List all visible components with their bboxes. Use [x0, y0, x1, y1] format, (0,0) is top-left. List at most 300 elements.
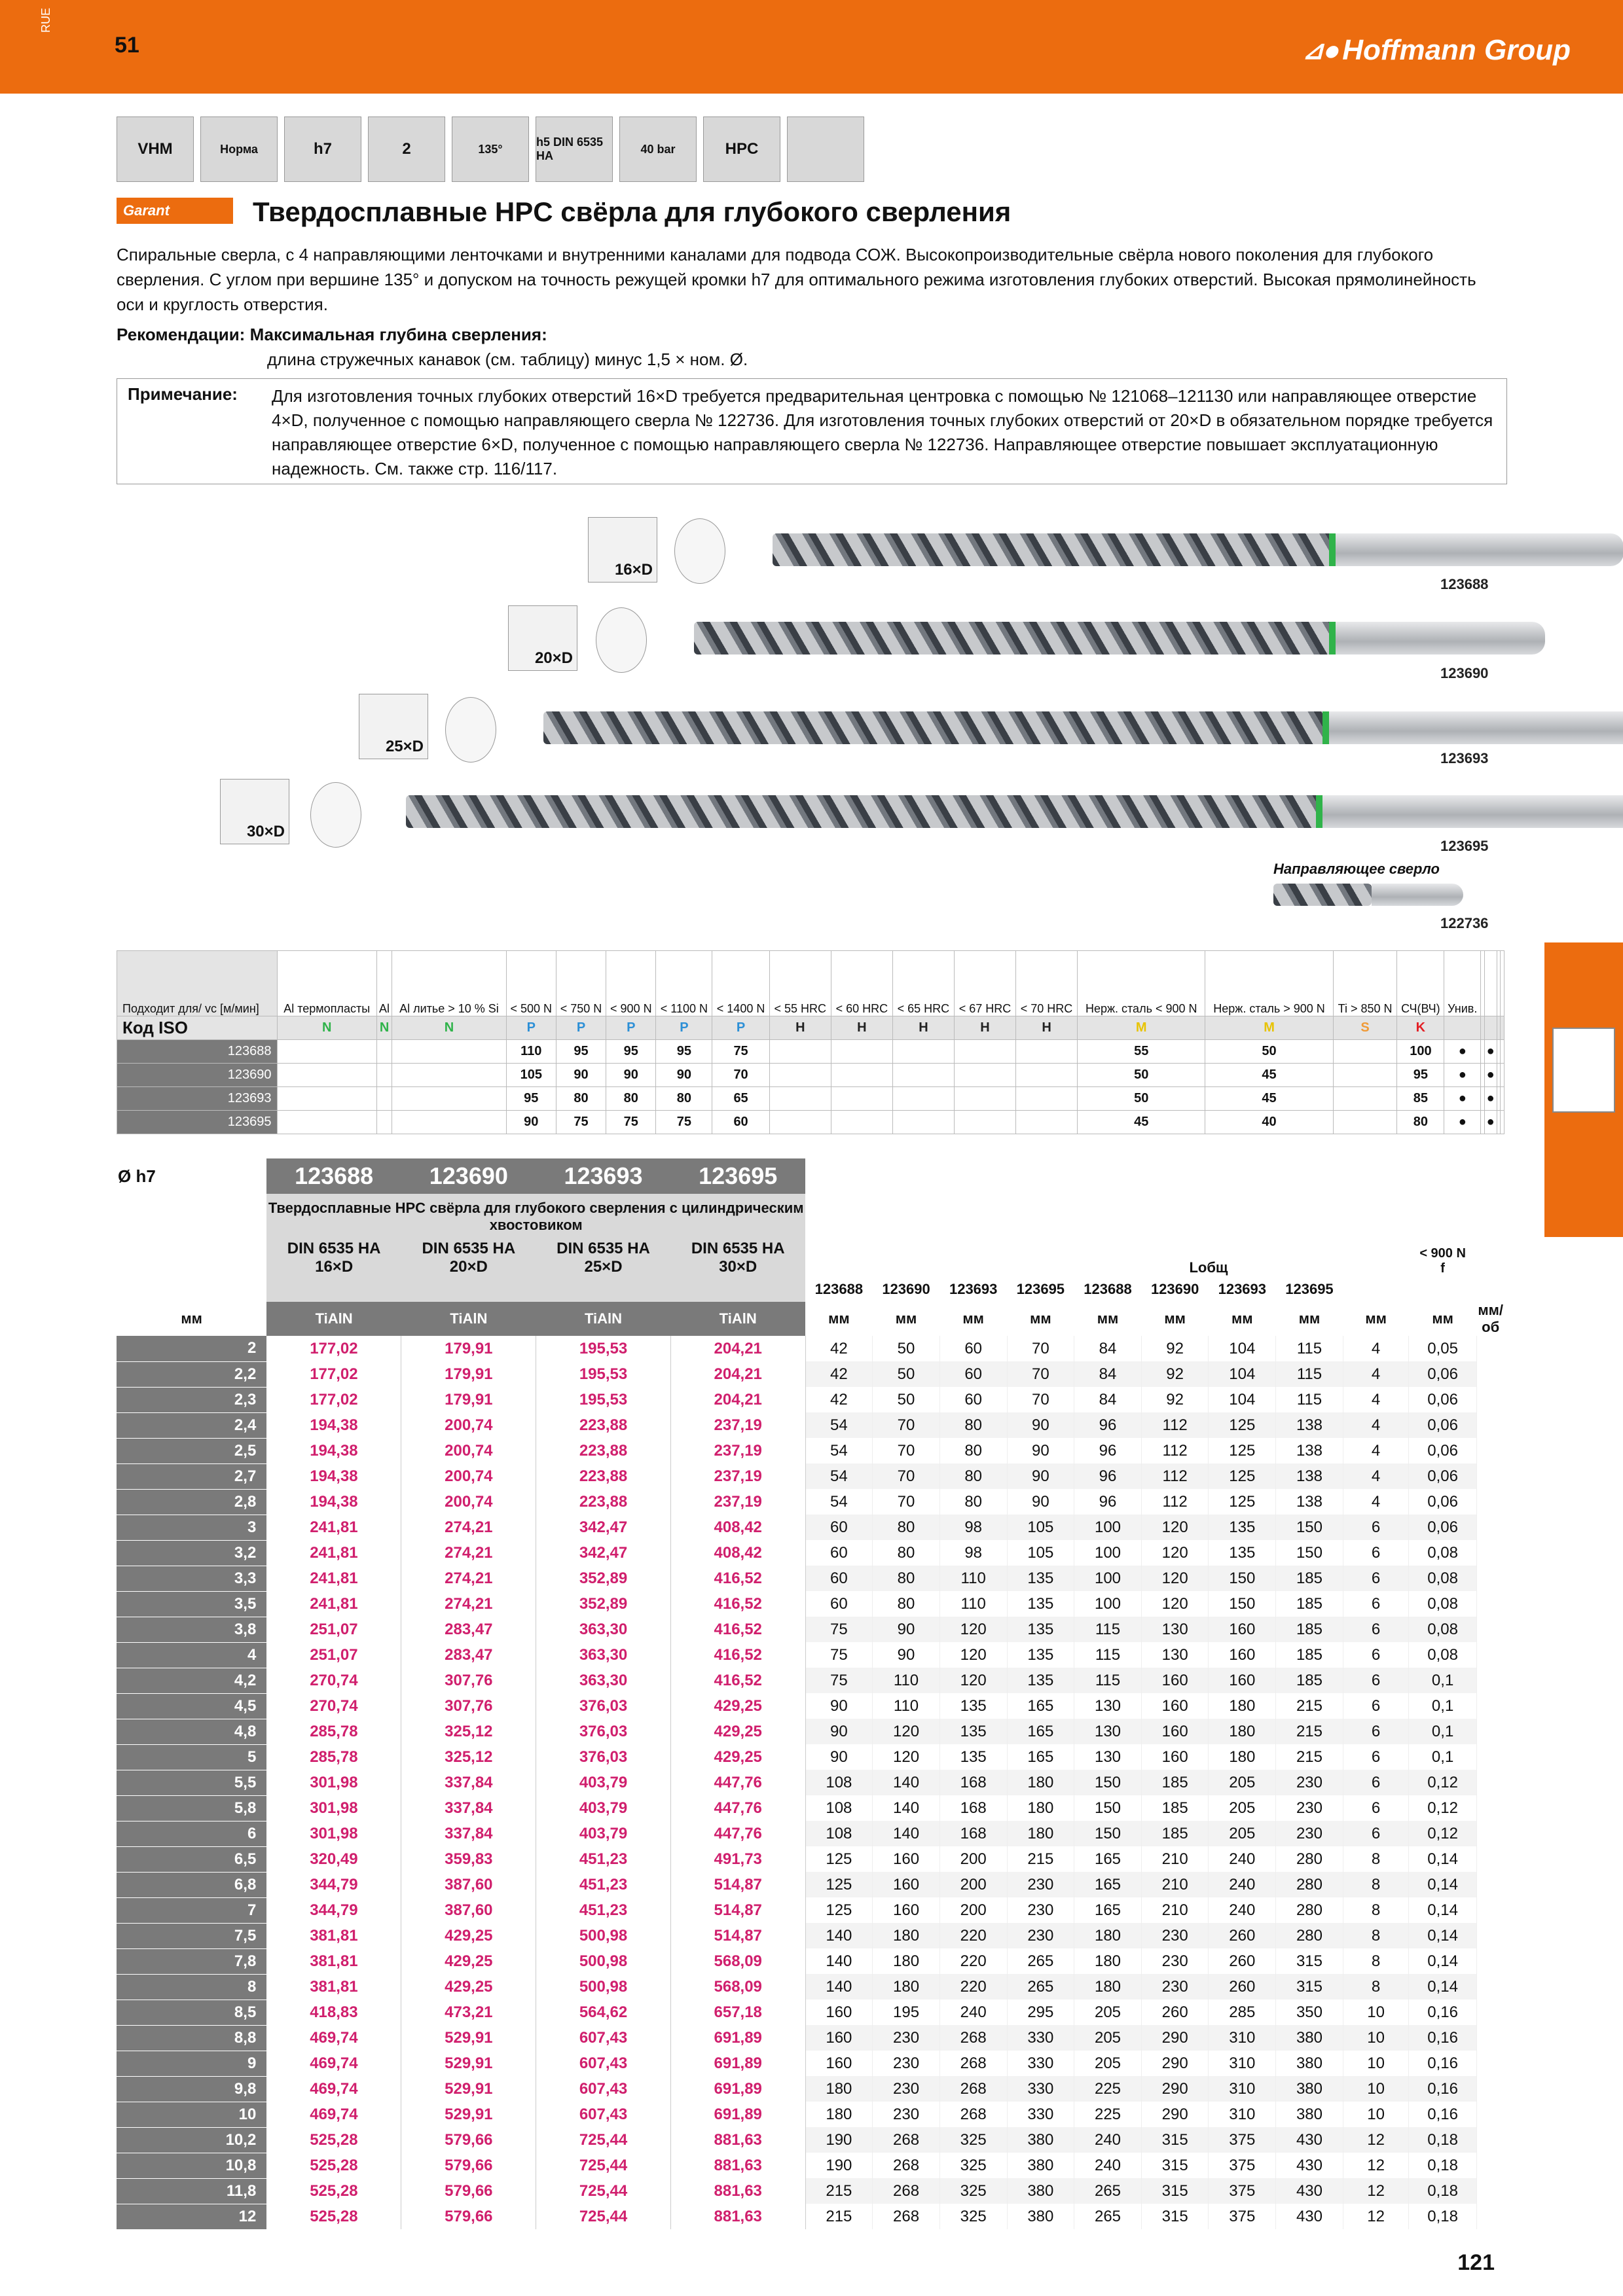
dimension-cell: 135 [1007, 1617, 1074, 1642]
dimension-cell: 104 [1209, 1361, 1276, 1387]
dimension-cell: 180 [1007, 1795, 1074, 1821]
price-cell: 429,25 [670, 1744, 805, 1770]
price-cell: 307,76 [401, 1668, 536, 1693]
diameter-cell: 2,2 [117, 1361, 266, 1387]
dimension-cell: 325 [939, 2153, 1007, 2178]
cutting-speed [392, 1111, 506, 1134]
dimension-cell: 205 [1209, 1821, 1276, 1846]
iso-code [1444, 1016, 1481, 1040]
table-row [117, 1515, 1504, 1540]
iso-label: Код ISO [117, 1016, 278, 1040]
dimension-cell: 120 [1141, 1591, 1209, 1617]
dimension-cell: 8 [1343, 1872, 1409, 1897]
guide-drill-label: Направляющее сверло [1273, 861, 1440, 877]
dimension-cell: 210 [1141, 1872, 1209, 1897]
price-cell: 568,09 [670, 1974, 805, 2000]
price-cell: 469,74 [266, 2102, 401, 2127]
dimension-cell: 240 [1209, 1872, 1276, 1897]
dimension-cell: 90 [1007, 1463, 1074, 1489]
dimension-cell: 140 [873, 1821, 940, 1846]
price-cell: 447,76 [670, 1821, 805, 1846]
dimension-cell: 315 [1141, 2178, 1209, 2204]
dimension-cell: 0,18 [1409, 2204, 1476, 2229]
dimension-cell: 0,06 [1409, 1412, 1476, 1438]
dimension-cell: 100 [1074, 1566, 1142, 1591]
dimension-cell: 130 [1074, 1693, 1142, 1719]
dimension-cell: 92 [1141, 1387, 1209, 1412]
cutting-speed: 95 [656, 1040, 712, 1064]
dimension-cell: 220 [939, 1948, 1007, 1974]
dimension-cell: 8 [1343, 1974, 1409, 2000]
diameter-cell: 3,3 [117, 1566, 266, 1591]
dimension-cell: 230 [1007, 1897, 1074, 1923]
dimension-cell: 265 [1007, 1948, 1074, 1974]
dimension-cell: 80 [939, 1489, 1007, 1515]
material-column: < 1400 N [712, 951, 769, 1016]
dimension-cell: 105 [1007, 1515, 1074, 1540]
iso-code: P [606, 1016, 656, 1040]
dimension-cell: 90 [1007, 1412, 1074, 1438]
price-cell: 223,88 [536, 1438, 671, 1463]
cutting-speed: ● [1444, 1064, 1481, 1087]
dimension-cell: 42 [805, 1361, 873, 1387]
dimension-cell: 0,18 [1409, 2153, 1476, 2178]
diameter-cell: 4,5 [117, 1693, 266, 1719]
price-cell: 179,91 [401, 1336, 536, 1361]
table-row [117, 1566, 1504, 1591]
table-row [117, 1693, 1504, 1719]
cutting-speed [1016, 1040, 1078, 1064]
price-cell: 251,07 [266, 1617, 401, 1642]
price-cell: 607,43 [536, 2025, 671, 2051]
dimension-cell: 6 [1343, 1693, 1409, 1719]
dimension-cell: 315 [1141, 2127, 1209, 2153]
cutting-speed [892, 1064, 954, 1087]
table-row [117, 1974, 1504, 2000]
app-row [117, 1087, 1504, 1111]
price-cell: 429,25 [401, 1974, 536, 2000]
dimension-cell: 4 [1343, 1361, 1409, 1387]
price-cell: 381,81 [266, 1923, 401, 1948]
diameter-cell: 10,2 [117, 2127, 266, 2153]
dimension-cell: 180 [1007, 1821, 1074, 1846]
application-table [117, 950, 1504, 1134]
cross-section-icon [310, 782, 361, 848]
app-row-code: 123693 [117, 1087, 278, 1111]
price-cell: 416,52 [670, 1566, 805, 1591]
cutting-speed: 40 [1205, 1111, 1333, 1134]
dimension-cell: 380 [1007, 2127, 1074, 2153]
cutting-speed [769, 1064, 831, 1087]
dimension-cell: 230 [1141, 1948, 1209, 1974]
price-cell: 451,23 [536, 1897, 671, 1923]
dimension-cell: 315 [1276, 1948, 1343, 1974]
price-cell: 725,44 [536, 2127, 671, 2153]
dimension-cell: 135 [1007, 1642, 1074, 1668]
dimension-cell: 112 [1141, 1463, 1209, 1489]
dimension-cell: 220 [939, 1923, 1007, 1948]
price-cell: 725,44 [536, 2153, 671, 2178]
price-cell: 881,63 [670, 2204, 805, 2229]
dimension-cell: 165 [1007, 1719, 1074, 1744]
dimension-cell: 265 [1074, 2178, 1142, 2204]
coating-label: TiAlN [536, 1302, 671, 1336]
price-cell: 177,02 [266, 1336, 401, 1361]
material-column: < 65 HRC [892, 951, 954, 1016]
dimension-cell: 135 [1007, 1566, 1074, 1591]
dimension-cell: 0,16 [1409, 2102, 1476, 2127]
cutting-speed: 50 [1078, 1087, 1205, 1111]
price-cell: 194,38 [266, 1438, 401, 1463]
dimension-cell: 380 [1007, 2153, 1074, 2178]
dimension-cell: 160 [805, 2000, 873, 2025]
dimension-cell: 4 [1343, 1438, 1409, 1463]
app-row-code: 123688 [117, 1040, 278, 1064]
dimension-cell: 160 [1209, 1642, 1276, 1668]
dimension-cell: 380 [1007, 2178, 1074, 2204]
dimension-cell: 140 [805, 1974, 873, 2000]
standard-label: DIN 6535 HA 30×D [670, 1240, 805, 1276]
price-cell: 237,19 [670, 1412, 805, 1438]
dimension-cell: 265 [1007, 1974, 1074, 2000]
dimension-cell: 80 [873, 1515, 940, 1540]
price-cell: 337,84 [401, 1795, 536, 1821]
dimension-cell: 125 [1209, 1463, 1276, 1489]
dimension-cell: 260 [1209, 1948, 1276, 1974]
dimension-cell: 125 [1209, 1489, 1276, 1515]
dimension-cell: 90 [805, 1693, 873, 1719]
dimension-cell: 50 [873, 1387, 940, 1412]
material-column: Нерж. сталь > 900 N [1205, 951, 1333, 1016]
dimension-cell: 185 [1276, 1668, 1343, 1693]
dimension-cell: 60 [939, 1361, 1007, 1387]
material-column: < 500 N [506, 951, 556, 1016]
sub-code: 123693 [939, 1276, 1007, 1302]
dimension-cell: 150 [1276, 1515, 1343, 1540]
cutting-speed [1016, 1111, 1078, 1134]
dimension-cell: 168 [939, 1795, 1007, 1821]
length-16xd-icon: 16×D [588, 517, 657, 583]
dimension-cell: 138 [1276, 1412, 1343, 1438]
dimension-cell: 0,1 [1409, 1719, 1476, 1744]
dimension-cell: 430 [1276, 2127, 1343, 2153]
price-cell: 223,88 [536, 1463, 671, 1489]
dimension-cell: 90 [805, 1744, 873, 1770]
diameter-cell: 7,8 [117, 1948, 266, 1974]
cutting-speed: 105 [506, 1064, 556, 1087]
cutting-speed: 80 [1397, 1111, 1444, 1134]
price-cell: 204,21 [670, 1361, 805, 1387]
price-cell: 376,03 [536, 1693, 671, 1719]
cross-section-icon [445, 697, 496, 762]
price-cell: 241,81 [266, 1515, 401, 1540]
dimension-cell: 135 [939, 1719, 1007, 1744]
diameter-cell: 7,5 [117, 1923, 266, 1948]
diameter-cell: 8,8 [117, 2025, 266, 2051]
cutting-speed: 90 [556, 1064, 606, 1087]
dimension-cell: 4 [1343, 1412, 1409, 1438]
dimension-cell: 210 [1141, 1897, 1209, 1923]
dimension-cell: 0,18 [1409, 2178, 1476, 2204]
dimension-cell: 268 [939, 2051, 1007, 2076]
dimension-cell: 180 [805, 2076, 873, 2102]
dimension-cell: 70 [1007, 1387, 1074, 1412]
dimension-cell: 280 [1276, 1897, 1343, 1923]
brand-logo: ⊿⦁ Hoffmann Group [1302, 34, 1571, 66]
iso-code: H [831, 1016, 892, 1040]
dimension-cell: 12 [1343, 2178, 1409, 2204]
price-cell: 301,98 [266, 1795, 401, 1821]
cutting-speed: 60 [712, 1111, 769, 1134]
dimension-cell: 0,08 [1409, 1566, 1476, 1591]
price-cell: 429,25 [670, 1693, 805, 1719]
dimension-cell: 54 [805, 1412, 873, 1438]
dimension-cell: 110 [939, 1591, 1007, 1617]
cutting-speed [892, 1040, 954, 1064]
cutting-speed [954, 1040, 1015, 1064]
dimension-cell: 6 [1343, 1719, 1409, 1744]
material-column: СЧ(ВЧ) [1397, 951, 1444, 1016]
dimension-cell: 0,12 [1409, 1795, 1476, 1821]
price-cell: 447,76 [670, 1795, 805, 1821]
dimension-cell: 0,1 [1409, 1668, 1476, 1693]
dimension-cell: 0,14 [1409, 1974, 1476, 2000]
price-cell: 881,63 [670, 2178, 805, 2204]
dimension-cell: 185 [1276, 1642, 1343, 1668]
dimension-cell: 315 [1141, 2153, 1209, 2178]
cutting-speed: 45 [1078, 1111, 1205, 1134]
dimension-cell: 60 [805, 1566, 873, 1591]
dimension-cell: 12 [1343, 2204, 1409, 2229]
diameter-cell: 12 [117, 2204, 266, 2229]
price-cell: 500,98 [536, 1974, 671, 2000]
dimension-cell: 100 [1074, 1591, 1142, 1617]
dimension-cell: 165 [1007, 1744, 1074, 1770]
dimension-cell: 0,06 [1409, 1361, 1476, 1387]
shank-icon: h5 DIN 6535 HA [536, 117, 613, 182]
price-cell: 359,83 [401, 1846, 536, 1872]
dimension-cell: 6 [1343, 1795, 1409, 1821]
table-row [117, 2025, 1504, 2051]
price-cell: 283,47 [401, 1617, 536, 1642]
price-cell: 381,81 [266, 1974, 401, 2000]
dimension-cell: 160 [1209, 1617, 1276, 1642]
price-cell: 451,23 [536, 1872, 671, 1897]
price-cell: 514,87 [670, 1872, 805, 1897]
table-row [117, 2153, 1504, 2178]
price-cell: 179,91 [401, 1361, 536, 1387]
table-row [117, 1795, 1504, 1821]
table-row [117, 1463, 1504, 1489]
iso-code: P [506, 1016, 556, 1040]
dimension-cell: 135 [1209, 1515, 1276, 1540]
dimension-cell: 380 [1276, 2102, 1343, 2127]
price-cell: 725,44 [536, 2178, 671, 2204]
table-row [117, 1744, 1504, 1770]
dimension-cell: 268 [939, 2076, 1007, 2102]
dimension-cell: 325 [939, 2127, 1007, 2153]
diameter-cell: 3 [117, 1515, 266, 1540]
material-column: Нерж. сталь < 900 N [1078, 951, 1205, 1016]
dimension-cell: 230 [1141, 1923, 1209, 1948]
price-cell: 301,98 [266, 1821, 401, 1846]
dimension-cell: 215 [1276, 1719, 1343, 1744]
price-cell: 270,74 [266, 1693, 401, 1719]
cutting-speed [1333, 1040, 1397, 1064]
price-cell: 579,66 [401, 2127, 536, 2153]
price-cell: 473,21 [401, 2000, 536, 2025]
dimension-cell: 325 [939, 2204, 1007, 2229]
cutting-speed [392, 1040, 506, 1064]
dimension-cell: 180 [1209, 1719, 1276, 1744]
dimension-cell: 120 [939, 1668, 1007, 1693]
brand-mark-icon: ⊿⦁ [1302, 36, 1338, 65]
dimension-cell: 280 [1276, 1846, 1343, 1872]
table-row [117, 1923, 1504, 1948]
price-cell: 241,81 [266, 1591, 401, 1617]
dimension-cell: 80 [873, 1591, 940, 1617]
cutting-speed: 90 [606, 1064, 656, 1087]
cutting-speed: 80 [656, 1087, 712, 1111]
dimension-cell: 80 [939, 1463, 1007, 1489]
dimension-cell: 54 [805, 1489, 873, 1515]
dimension-cell: 0,06 [1409, 1489, 1476, 1515]
dimension-cell: 375 [1209, 2178, 1276, 2204]
price-cell: 376,03 [536, 1719, 671, 1744]
dimension-cell: 140 [873, 1795, 940, 1821]
iso-code: S [1333, 1016, 1397, 1040]
table-row [117, 1821, 1504, 1846]
dimension-cell: 80 [873, 1566, 940, 1591]
dimension-cell: 430 [1276, 2204, 1343, 2229]
dimension-cell: 8 [1343, 1923, 1409, 1948]
cutting-speed [769, 1087, 831, 1111]
dimension-cell: 268 [939, 2102, 1007, 2127]
iso-code: P [556, 1016, 606, 1040]
dimension-cell: 84 [1074, 1336, 1142, 1361]
table-row [117, 1770, 1504, 1795]
cutting-speed: 90 [506, 1111, 556, 1134]
dimension-cell: 180 [873, 1948, 940, 1974]
price-cell: 500,98 [536, 1923, 671, 1948]
dimension-cell: 75 [805, 1668, 873, 1693]
dimension-cell: 6 [1343, 1744, 1409, 1770]
price-cell: 270,74 [266, 1668, 401, 1693]
dimension-cell: 110 [873, 1668, 940, 1693]
dimension-cell: 375 [1209, 2204, 1276, 2229]
unit-label: мм [1074, 1302, 1142, 1336]
price-cell: 568,09 [670, 1948, 805, 1974]
dimension-cell: 0,16 [1409, 2051, 1476, 2076]
dimension-cell: 112 [1141, 1438, 1209, 1463]
dimension-cell: 108 [805, 1821, 873, 1846]
diameter-cell: 8 [117, 1974, 266, 2000]
cutting-speed [277, 1111, 376, 1134]
dimension-cell: 165 [1074, 1897, 1142, 1923]
dimension-cell: 150 [1209, 1591, 1276, 1617]
dimension-cell: 185 [1141, 1770, 1209, 1795]
table-row [117, 1872, 1504, 1897]
price-cell: 237,19 [670, 1438, 805, 1463]
dimension-cell: 180 [1209, 1744, 1276, 1770]
cutting-speed [1333, 1087, 1397, 1111]
dimension-cell: 90 [873, 1617, 940, 1642]
dimension-cell: 205 [1209, 1795, 1276, 1821]
price-cell: 416,52 [670, 1591, 805, 1617]
price-cell: 525,28 [266, 2127, 401, 2153]
dimension-cell: 138 [1276, 1438, 1343, 1463]
table-row [117, 2000, 1504, 2025]
page-number-right: 121 [1457, 2250, 1495, 2275]
diameter-cell: 9,8 [117, 2076, 266, 2102]
unit-label: мм/об [1478, 1302, 1503, 1335]
material-column: Al термопласты [277, 951, 376, 1016]
side-tab [1544, 942, 1623, 1237]
dimension-cell: 310 [1209, 2051, 1276, 2076]
material-column: < 67 HRC [954, 951, 1015, 1016]
cutting-speed: 95 [556, 1040, 606, 1064]
dimension-cell: 84 [1074, 1361, 1142, 1387]
cutting-speed [1333, 1064, 1397, 1087]
unit-label: мм [939, 1302, 1007, 1336]
cutting-speed [892, 1111, 954, 1134]
dimension-cell: 10 [1343, 2076, 1409, 2102]
cutting-speed [831, 1064, 892, 1087]
unit-label: мм [1007, 1302, 1074, 1336]
price-cell: 363,30 [536, 1617, 671, 1642]
dimension-cell: 290 [1141, 2025, 1209, 2051]
cutting-speed [831, 1111, 892, 1134]
dimension-cell: 0,12 [1409, 1821, 1476, 1846]
cross-section-icon [674, 518, 725, 584]
sub-code: 123690 [873, 1276, 940, 1302]
dimension-cell: 380 [1276, 2076, 1343, 2102]
price-cell: 320,49 [266, 1846, 401, 1872]
cutting-speed [954, 1087, 1015, 1111]
dimension-cell: 0,08 [1409, 1617, 1476, 1642]
iso-code: H [954, 1016, 1015, 1040]
dimension-cell: 138 [1276, 1463, 1343, 1489]
cutting-speed [954, 1064, 1015, 1087]
note-label: Примечание: [128, 384, 238, 404]
dimension-cell: 104 [1209, 1387, 1276, 1412]
dimension-cell: 0,06 [1409, 1387, 1476, 1412]
cutting-speed: 90 [656, 1064, 712, 1087]
point-angle-icon: 135° [452, 117, 529, 182]
dimension-cell: 268 [939, 2025, 1007, 2051]
dimension-cell: 230 [873, 2102, 940, 2127]
dimension-cell: 240 [939, 2000, 1007, 2025]
dimension-cell: 315 [1276, 1974, 1343, 2000]
dimension-cell: 380 [1276, 2051, 1343, 2076]
dimension-cell: 160 [873, 1846, 940, 1872]
price-cell: 179,91 [401, 1387, 536, 1412]
dimension-cell: 115 [1074, 1617, 1142, 1642]
table-row [117, 1387, 1504, 1412]
page-header [0, 0, 1623, 94]
cutting-speed: 50 [1078, 1064, 1205, 1087]
dimension-cell: 120 [1141, 1566, 1209, 1591]
price-cell: 200,74 [401, 1438, 536, 1463]
price-cell: 881,63 [670, 2127, 805, 2153]
dimension-cell: 75 [805, 1642, 873, 1668]
material-column: Al [376, 951, 392, 1016]
dimension-cell: 215 [1007, 1846, 1074, 1872]
intro-text: Спиральные сверла, с 4 направляющими ленточками и внутренними каналами для подвода СОЖ. Высокопроизводительные свёрла нового поколения для глубокого сверления. С углом при вершине 135° и допуском на точность режущей кромки h7 для оптимального режима изготовления глубоких отверстий. Высокая прямолинейность оси и круглость отверстия. [117, 245, 1476, 314]
dimension-cell: 6 [1343, 1540, 1409, 1566]
dimension-cell: 260 [1141, 2000, 1209, 2025]
dimension-cell: 185 [1141, 1795, 1209, 1821]
